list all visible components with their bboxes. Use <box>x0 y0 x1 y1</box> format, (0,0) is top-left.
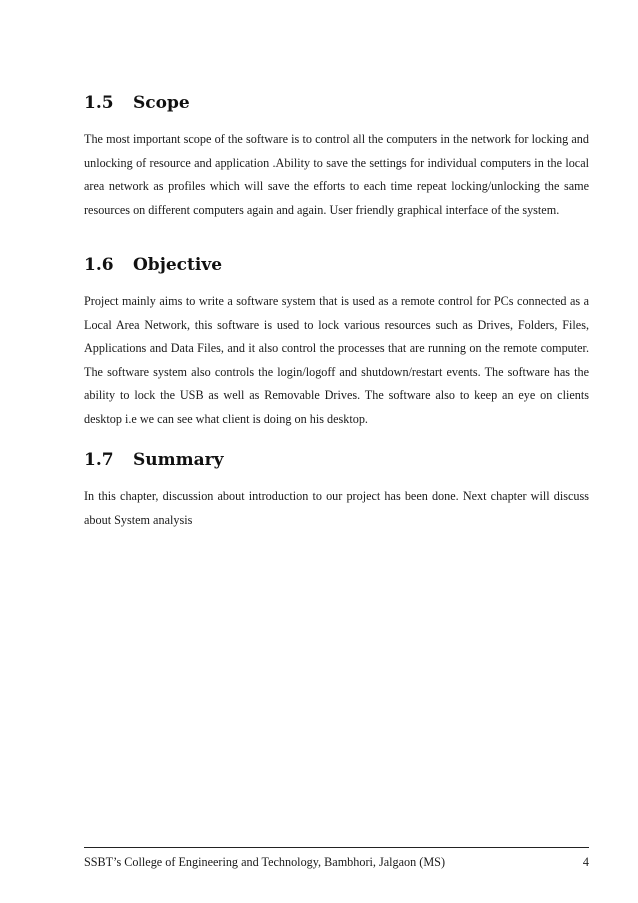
footer-divider <box>84 847 589 848</box>
section-summary <box>84 449 589 532</box>
section-body: In this chapter, discussion about introduction to our project has been done. Next chapter will discuss about System analysis <box>84 489 589 527</box>
section-heading <box>84 449 589 471</box>
section-title: Objective <box>133 255 223 275</box>
section-number: 1.6 <box>84 255 114 275</box>
section-number: 1.5 <box>84 93 114 113</box>
section-objective <box>84 254 589 432</box>
section-scope <box>84 92 589 222</box>
section-title: Scope <box>133 93 190 113</box>
section-body: The most important scope of the software is to control all the computers in the network for locking and unlocking of resource and application .Ability to save the settings for individual computers in the local area network as profiles which will save the efforts to each time repeat locking/unlocking the same resources on different computers again and again. User friendly graphical interface of the system. <box>84 132 589 217</box>
page-footer <box>84 853 589 871</box>
page-number: 4 <box>582 855 589 869</box>
section-heading <box>84 254 589 276</box>
section-title: Summary <box>133 450 224 470</box>
section-body: Project mainly aims to write a software system that is used as a remote control for PCs connected as a Local Area Network, this software is used to lock various resources such as Drives, Folders, Files, Applications and Data Files, and it also control the processes that are running on the remote computer. The software system also controls the login/logoff and shutdown/restart events. The software has the ability to lock the USB as well as Removable Drives. The software also to keep an eye on clients desktop i.e we can see what client is doing on his desktop. <box>84 294 589 426</box>
document-page <box>84 0 589 903</box>
footer-institution: SSBT’s College of Engineering and Technology, Bambhori, Jalgaon (MS) <box>84 855 445 869</box>
section-number: 1.7 <box>84 450 114 470</box>
section-heading <box>84 92 589 114</box>
